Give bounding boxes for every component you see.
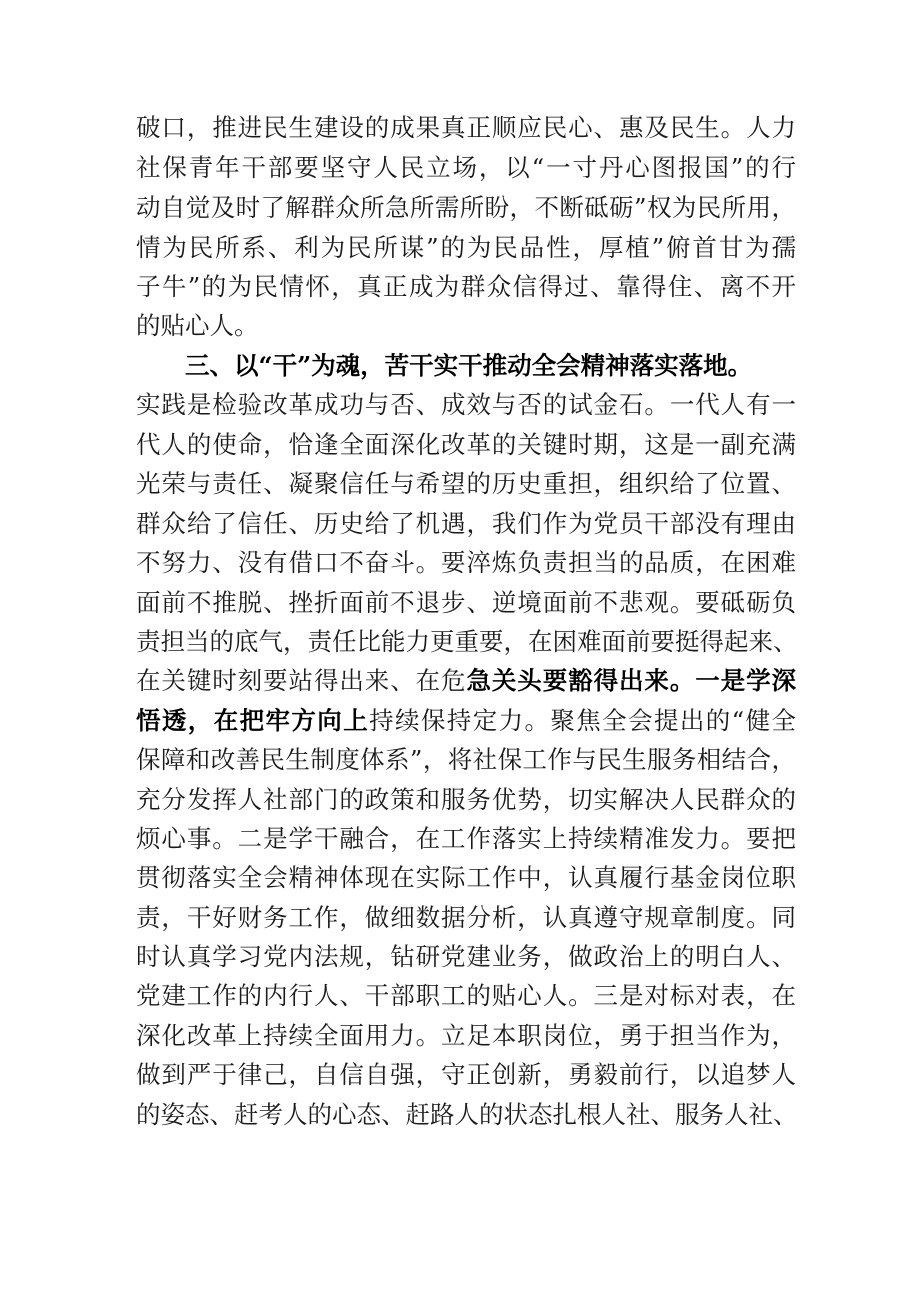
body-text-line [136,108,796,148]
body-text-line [136,740,796,780]
body-text-line [136,701,796,741]
text-segment: 深化改革上持续全面用力。立足本职岗位，勇于担当作为， [136,1021,796,1050]
body-text-line [136,819,796,859]
text-segment: 贯彻落实全会精神体现在实际工作中，认真履行基金岗位职 [136,863,796,892]
section-heading-line [185,346,788,386]
body-text-line [136,1016,796,1056]
text-segment: 的贴心人。 [136,311,259,340]
body-text-line [136,148,796,188]
body-text-line [136,464,796,504]
text-segment: 的姿态、赶考人的心态、赶路人的状态扎根人社、服务人社、 [136,1100,798,1129]
body-text-line [136,937,796,977]
text-segment: 子牛”的为民情怀，真正成为群众信得过、靠得住、离不开 [136,272,796,301]
text-segment: 群众给了信任、历史给了机遇，我们作为党员干部没有理由 [136,509,796,538]
text-segment: 代人的使命，恰逢全面深化改革的关键时期，这是一副充满 [136,430,796,459]
text-segment: 动自觉及时了解群众所急所需所盼，不断砥砺”权为民所用， [136,193,796,222]
text-segment: 党建工作的内行人、干部职工的贴心人。三是对标对表，在 [136,981,796,1010]
body-text-line [136,780,796,820]
text-segment: 保障和改善民生制度体系”，将社保工作与民生服务相结合， [136,745,796,774]
text-segment: 情为民所系、利为民所谋”的为民品性，厚植”俯首甘为孺 [136,233,796,262]
body-text-line [136,267,796,307]
text-segment: 面前不推脱、挫折面前不退步、逆境面前不悲观。要砥砺负 [136,588,796,617]
body-text-line [136,583,796,623]
text-segment: 光荣与责任、凝聚信任与希望的历史重担，组织给了位置、 [136,469,796,498]
text-segment: 在关键时刻要站得出来、在危 [136,666,467,695]
body-text-line [136,622,796,662]
text-segment: 持续保持定力。聚焦全会提出的“健全 [369,706,796,735]
text-segment: 充分发挥人社部门的政策和服务优势，切实解决人民群众的 [136,785,796,814]
body-text-line [136,543,796,583]
text-segment: 实践是检验改革成功与否、成效与否的试金石。一代人有一 [136,390,796,419]
text-segment: 责担当的底气，责任比能力更重要，在困难面前要挺得起来、 [136,627,798,656]
text-segment: 做到严于律己，自信自强，守正创新，勇毅前行，以追梦人 [136,1060,796,1089]
body-text-line [136,1095,796,1135]
text-segment: 社保青年干部要坚守人民立场，以“一寸丹心图报国”的行 [136,153,796,182]
bold-text-segment: 急关头要豁得出来。一是学深 [466,666,797,695]
bold-text-segment: 三、以“干”为魂，苦干实干推动全会精神落实落地。 [185,351,753,380]
body-text-line [136,385,796,425]
body-text-line [136,976,796,1016]
body-text-line [136,661,796,701]
text-segment: 责，干好财务工作，做细数据分析，认真遵守规章制度。同 [136,903,796,932]
body-text-line [136,188,796,228]
body-text-line [136,425,796,465]
text-segment: 破口，推进民生建设的成果真正顺应民心、惠及民生。人力 [136,113,796,142]
text-segment: 时认真学习党内法规，钻研党建业务，做政治上的明白人、 [136,942,796,971]
body-text-line [136,228,796,268]
text-segment: 不努力、没有借口不奋斗。要淬炼负责担当的品质，在困难 [136,548,796,577]
bold-text-segment: 悟透，在把牢方向上 [136,706,370,735]
text-segment: 烦心事。二是学干融合，在工作落实上持续精准发力。要把 [136,824,796,853]
body-text-line [136,504,796,544]
body-text-line [136,1055,796,1095]
body-text-line [136,898,796,938]
body-text-line [136,858,796,898]
body-text-line [136,306,796,346]
